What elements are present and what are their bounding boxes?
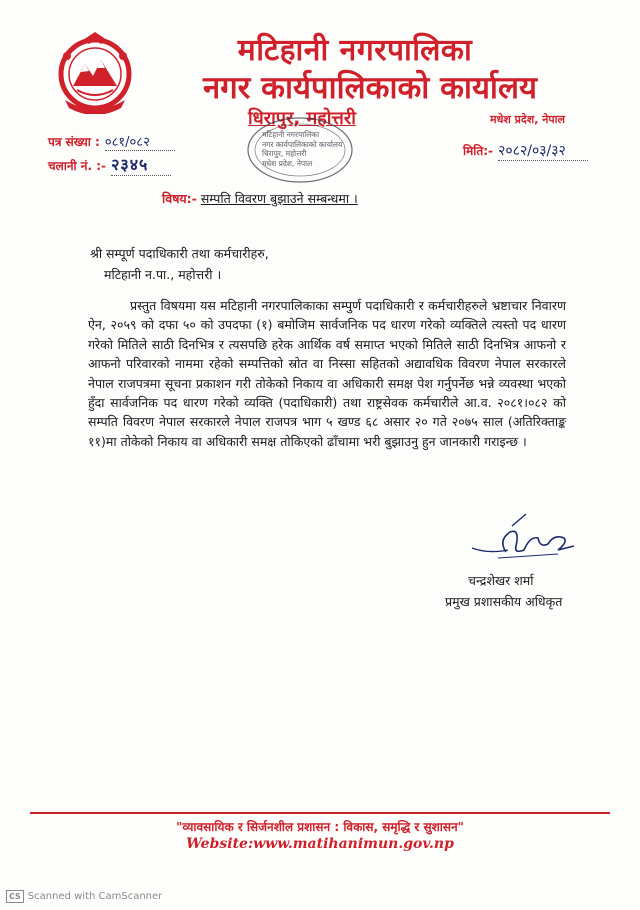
- subject-label: विषय:-: [162, 191, 197, 206]
- footer-motto: "व्यावसायिक र सिर्जनशील प्रशासन : विकास, समृद्धि र सुशासन": [176, 820, 464, 834]
- camscanner-text: Scanned with CamScanner: [27, 891, 163, 902]
- signer-title: प्रमुख प्रशासकीय अधिकृत: [445, 594, 563, 609]
- patra-sankhya-row: [48, 131, 175, 151]
- camscanner-watermark: [6, 890, 162, 903]
- footer-website: Website:www.matihanimun.gov.np: [186, 836, 454, 852]
- footer-divider: [30, 812, 610, 814]
- recipient-line-1: श्री सम्पूर्ण पदाधिकारी तथा कर्मचारीहरु,: [90, 246, 269, 261]
- date-row: [463, 140, 588, 161]
- chalani-row: [48, 153, 171, 176]
- stamp-line-2: नगर कार्यपालिकाको कार्यालय: [262, 139, 343, 149]
- office-location: धिरापुर, महोत्तरी: [248, 108, 356, 129]
- org-name: मटिहानी नगरपालिका: [237, 33, 473, 68]
- stamp-line-1: मटिहानी नगरपालिका: [262, 130, 320, 139]
- subject-text: सम्पति विवरण बुझाउने सम्बन्धमा ।: [200, 191, 358, 206]
- office-name: नगर कार्यपालिकाको कार्यालय: [203, 70, 537, 106]
- date-value: २०८२/०३/३२: [498, 141, 588, 161]
- province-label: मधेश प्रदेश, नेपाल: [490, 113, 565, 126]
- patra-sankhya-label: पत्र संख्या :: [48, 135, 100, 149]
- nepal-emblem-logo: [55, 30, 135, 114]
- handwritten-signature: [468, 510, 578, 566]
- letter-body: प्रस्तुत विषयमा यस मटिहानी नगरपालिकाका सम्पुर्ण पदाधिकारी र कर्मचारीहरुले भ्रष्टाचार निवारण ऐन, २०५९ को दफा ५० को उपदफा (१) बमोजिम सार्वजनिक पद धारण गरेको व्यक्तिले त्यस्तो पद धारण गरेको मितिले साठी दिनभित्र र त्यसपछि हरेक आर्थिक वर्ष समाप्त भएको मितिले साठी दिनभित्र आफनो र आफनो परिवारको नाममा रहेको सम्पत्तिको स्रोत वा निस्सा सहितको अद्यावधिक विवरण नेपाल सरकारले नेपाल राजपत्रमा सूचना प्रकाशन गरी तोकेको निकाय वा अधिकारी समक्ष पेश गर्नुपर्नेछ भन्ने व्यवस्था भएको हुँदा सार्वजनिक पद धारण गरेको व्यक्ति (पदाधिकारी) तथा राष्ट्रसेवक कर्मचारीले आ.व. २०८१।०८२ को सम्पति विवरण नेपाल सरकारले नेपाल राजपत्र भाग ५ खण्ड ६८ असार २० गते २०७५ साल (अतिरिक्ताङ्क ११)मा तोकेको निकाय वा अधिकारी समक्ष तोकिएको ढाँचामा भरी बुझाउनु हुन जानकारी गराइन्छ ।: [88, 298, 566, 449]
- chalani-value: २३४५: [111, 153, 171, 176]
- stamp-line-3: धिरापुर, महोत्तरी: [262, 149, 307, 158]
- patra-sankhya-value: ०८१/०८२: [105, 132, 175, 151]
- stamp-line-4: मधेश प्रदेश, नेपाल: [262, 158, 313, 168]
- chalani-label: चलानी नं. :-: [48, 159, 106, 173]
- camscanner-icon: CS: [6, 890, 24, 903]
- recipient-line-2: मटिहानी न.पा., महोत्तरी ।: [104, 267, 222, 282]
- signer-name: चन्द्रशेखर शर्मा: [468, 573, 534, 588]
- date-label: मिति:-: [463, 144, 494, 158]
- subject-line: [162, 190, 358, 207]
- office-stamp: [240, 112, 360, 184]
